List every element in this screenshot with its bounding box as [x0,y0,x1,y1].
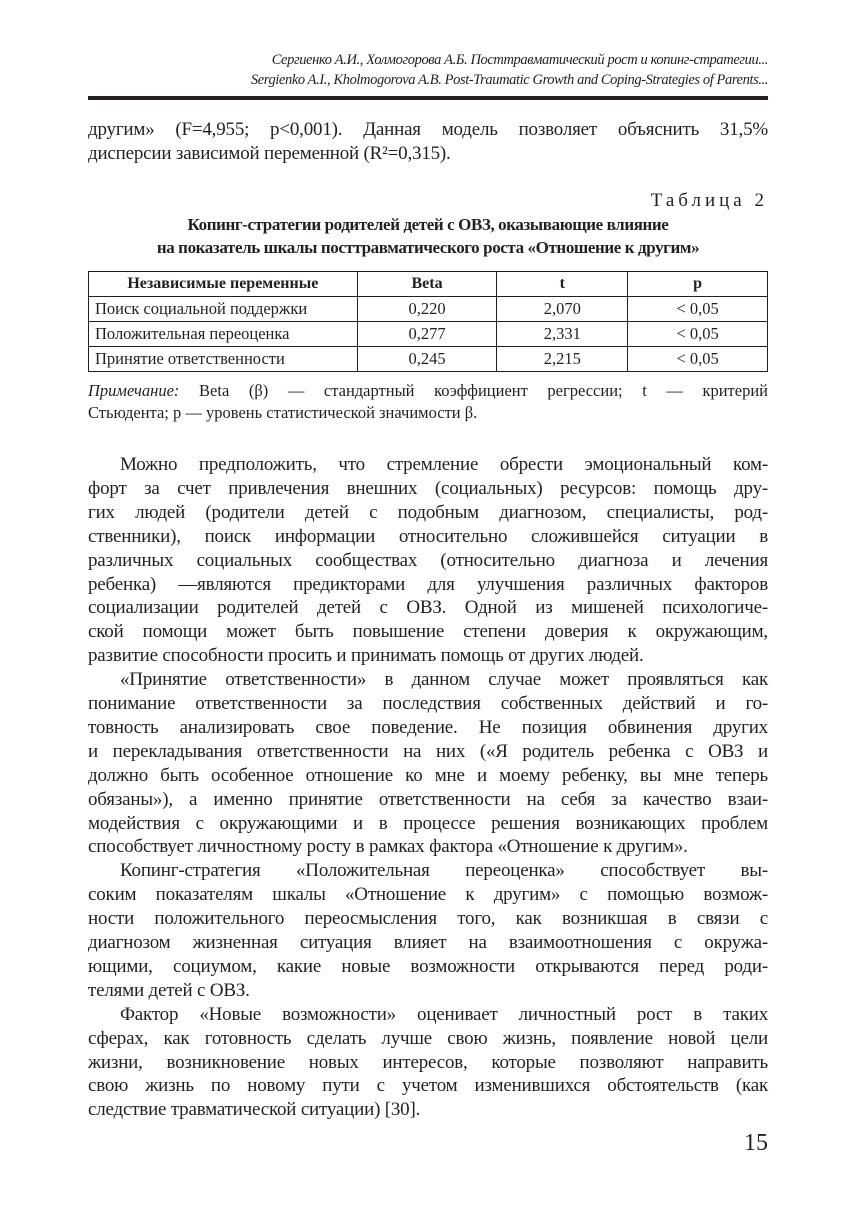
cell-t: 2,070 [497,297,628,322]
body-line: диагнозом жизненная ситуация влияет на взаимоотношения с окружа- [88,932,768,953]
body-line: гих людей (родители детей с подобным диагнозом, специалисты, род- [88,501,768,523]
cell-beta: 0,220 [357,297,497,322]
cell-p: < 0,05 [628,347,768,372]
body-line: телями детей с ОВЗ. [88,979,250,1001]
page-number: 15 [744,1130,768,1156]
column-header: t [497,272,628,297]
body-line: и перекладывания ответственности на них («Я родитель ребенка с ОВЗ и [88,740,768,762]
body-line: жизни, возникновение новых интересов, которые позволяют направить [88,1051,768,1073]
cell-variable: Принятие ответственности [89,347,358,372]
table-row [89,347,768,372]
body-line: «Принятие ответственности» в данном случае может проявляться как [120,669,768,691]
body-line: должно быть особенное отношение ко мне и моему ребенку, вы мне теперь [88,764,768,786]
body-line: различных социальных сообществах (относительно диагноза и лечения [88,549,768,571]
cell-beta: 0,245 [357,347,497,372]
body-line: обязаны»), а именно принятие ответственности на себя за качество взаи- [88,788,768,810]
body-line: модействия с окружающими и в процессе решения возникающих проблем [88,812,768,834]
cell-p: < 0,05 [628,322,768,347]
cell-t: 2,331 [497,322,628,347]
body-line: ственники), поиск информации относительно сложившейся ситуации в [88,525,768,547]
body-line: ности положительного переосмысления того, как возникшая в связи с [88,908,768,930]
column-header: Beta [357,272,497,297]
body-line: свою жизнь по новому пути с учетом изменившихся обстоятельств (как [88,1075,768,1097]
intro-line: дисперсии зависимой переменной (R²=0,315). [88,143,451,164]
body-line: ребенка) —являются предикторами для улучшения различных факторов [88,573,768,595]
body-line: сферах, как готовность сделать лучше свою жизнь, появление новой цели [88,1027,768,1049]
body-line: понимание ответственности за последствия собственных действий и го- [88,693,768,714]
body-line: способствует личностному росту в рамках фактора «Отношение к другим». [88,836,688,858]
intro-line: другим» (F=4,955; p<0,001). Данная модель позволяет объяснить 31,5% [88,119,768,140]
table-header-row [89,272,768,297]
cell-variable: Положительная переоценка [89,322,358,347]
body-line: развитие способности просить и принимать помощь от других людей. [88,645,644,667]
column-header: Независимые переменные [89,272,358,297]
table-row [89,322,768,347]
body-line: форт за счет привлечения внешних (социальных) ресурсов: помощь дру- [88,477,768,499]
cell-t: 2,215 [497,347,628,372]
table-row [89,297,768,322]
body-line: ющими, социумом, какие новые возможности открываются перед роди- [88,955,768,977]
body-line: Фактор «Новые возможности» оценивает личностный рост в таких [120,1003,768,1025]
running-header-en: Sergienko A.I., Kholmogorova A.B. Post-Traumatic Growth and Coping-Strategies of Parents... [250,72,768,88]
note-label: Примечание: [88,381,180,400]
body-line: Можно предположить, что стремление обрести эмоциональный ком- [120,454,768,475]
body-line: следствие травматической ситуации) [30]. [88,1099,421,1121]
table-note [88,380,768,402]
header-rule [88,96,768,100]
running-header-ru: Сергиенко А.И., Холмогорова А.Б. Посттравматический рост и копинг-стратегии... [271,52,768,68]
table-label: Таблица 2 [650,190,768,211]
body-line: социализации родителей детей с ОВЗ. Одной из мишеней психологиче- [88,597,768,619]
body-line: ской помощи может быть повышение степени доверия к окружающим, [88,621,768,643]
table-note-line: Стьюдента; p — уровень статистической значимости β. [88,403,478,422]
cell-variable: Поиск социальной поддержки [89,297,358,322]
column-header: p [628,272,768,297]
table-title: на показатель шкалы посттравматического роста «Отношение к другим» [156,238,700,257]
body-line: товность анализировать свое поведение. Не позиция обвинения других [88,716,768,738]
body-line: соким показателям шкалы «Отношение к другим» с помощью возмож- [88,884,768,906]
table-title: Копинг-стратегии родителей детей с ОВЗ, оказывающие влияние [187,215,669,234]
body-line: Копинг-стратегия «Положительная переоценка» способствует вы- [120,860,768,882]
cell-beta: 0,277 [357,322,497,347]
regression-table [88,271,768,372]
note-text: Beta (β) — стандартный коэффициент регрессии; t — критерий [199,381,768,400]
cell-p: < 0,05 [628,297,768,322]
